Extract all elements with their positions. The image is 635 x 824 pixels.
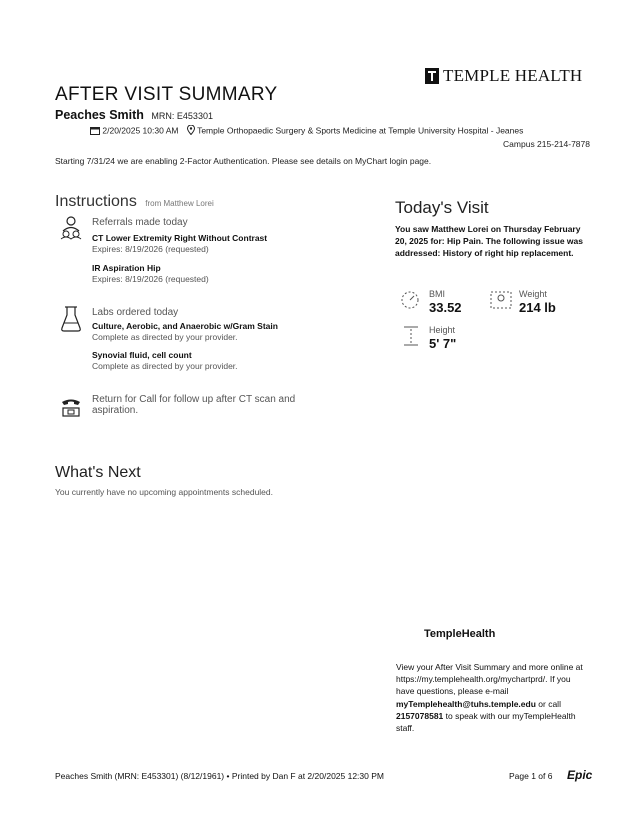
referral-item-name: CT Lower Extremity Right Without Contrast	[92, 233, 268, 243]
height-ruler-icon	[402, 326, 420, 351]
templehealth-text-3: to speak with our myTempleHealth staff.	[396, 710, 576, 734]
bmi-value: 33.52	[429, 300, 462, 315]
visit-datetime: 2/20/2025 10:30 AM	[102, 125, 179, 136]
height-value: 5' 7"	[429, 336, 457, 351]
weight-value: 214 lb	[519, 300, 556, 315]
two-factor-notice: Starting 7/31/24 we are enabling 2-Factor Authentication. Please see details on MyChart login page.	[55, 156, 432, 166]
document-title: AFTER VISIT SUMMARY	[55, 84, 278, 105]
referral-item-detail: Expires: 8/19/2026 (requested)	[92, 274, 209, 284]
templehealth-text-1: View your After Visit Summary and more online at https://my.templehealth.org/mychartprd/. If you have questions, please e-mail	[396, 662, 583, 697]
visit-info	[90, 125, 590, 137]
labs-title: Labs ordered today	[92, 307, 179, 318]
lab-item-name: Culture, Aerobic, and Anaerobic w/Gram Stain	[92, 321, 278, 331]
lab-item-name: Synovial fluid, cell count	[92, 350, 192, 360]
lab-item-detail: Complete as directed by your provider.	[92, 361, 238, 371]
page-number: Page 1 of 6	[509, 771, 553, 781]
todays-visit-description: You saw Matthew Lorei on Thursday February 20, 2025 for: Hip Pain. The following issue was addressed: History of right hip replacement.	[395, 224, 583, 258]
referral-item-detail: Expires: 8/19/2026 (requested)	[92, 244, 209, 254]
return-phone-icon	[60, 396, 82, 418]
weight-label: Weight	[519, 289, 547, 299]
return-line-1: Return for Call for follow up after CT scan and	[92, 394, 296, 405]
templehealth-email[interactable]: myTemplehealth@tuhs.temple.edu	[396, 698, 536, 709]
referral-people-icon	[60, 216, 82, 238]
lab-item-detail: Complete as directed by your provider.	[92, 332, 238, 342]
bmi-icon	[400, 290, 420, 315]
return-line-2: aspiration.	[92, 405, 139, 416]
weight-scale-icon	[490, 290, 512, 315]
temple-t-icon	[425, 68, 439, 84]
lab-flask-icon	[60, 306, 82, 328]
patient-name: Peaches Smith	[55, 108, 144, 122]
calendar-icon	[90, 126, 100, 137]
templehealth-phone: 2157078581	[396, 710, 444, 721]
instructions-from: from Matthew Lorei	[145, 199, 214, 208]
footer-text: Peaches Smith (MRN: E453301) (8/12/1961) • Printed by Dan F at 2/20/2025 12:30 PM	[55, 771, 384, 781]
visit-location: Temple Orthopaedic Surgery & Sports Medicine at Temple University Hospital - Jeanes	[197, 125, 524, 136]
templehealth-name: TempleHealth	[424, 628, 496, 640]
height-label: Height	[429, 325, 456, 335]
epic-logo: Epic	[567, 768, 593, 782]
instructions-heading	[55, 193, 214, 211]
whats-next-title: What's Next	[55, 464, 141, 481]
todays-visit-title: Today's Visit	[395, 198, 489, 217]
patient-mrn: MRN: E453301	[151, 111, 213, 121]
temple-health-logo	[425, 66, 582, 86]
instructions-title: Instructions	[55, 193, 137, 210]
referrals-title: Referrals made today	[92, 217, 188, 228]
templehealth-text-2: or call	[538, 698, 561, 709]
logo-text: TEMPLE HEALTH	[443, 66, 583, 85]
patient-line	[55, 108, 213, 122]
referral-item-name: IR Aspiration Hip	[92, 263, 161, 273]
bmi-label: BMI	[429, 289, 446, 299]
campus-phone: Campus 215-214-7878	[503, 139, 590, 149]
whats-next-text: You currently have no upcoming appointments scheduled.	[55, 487, 273, 497]
location-pin-icon	[187, 125, 195, 137]
return-instruction	[92, 394, 352, 416]
templehealth-info	[396, 661, 586, 734]
